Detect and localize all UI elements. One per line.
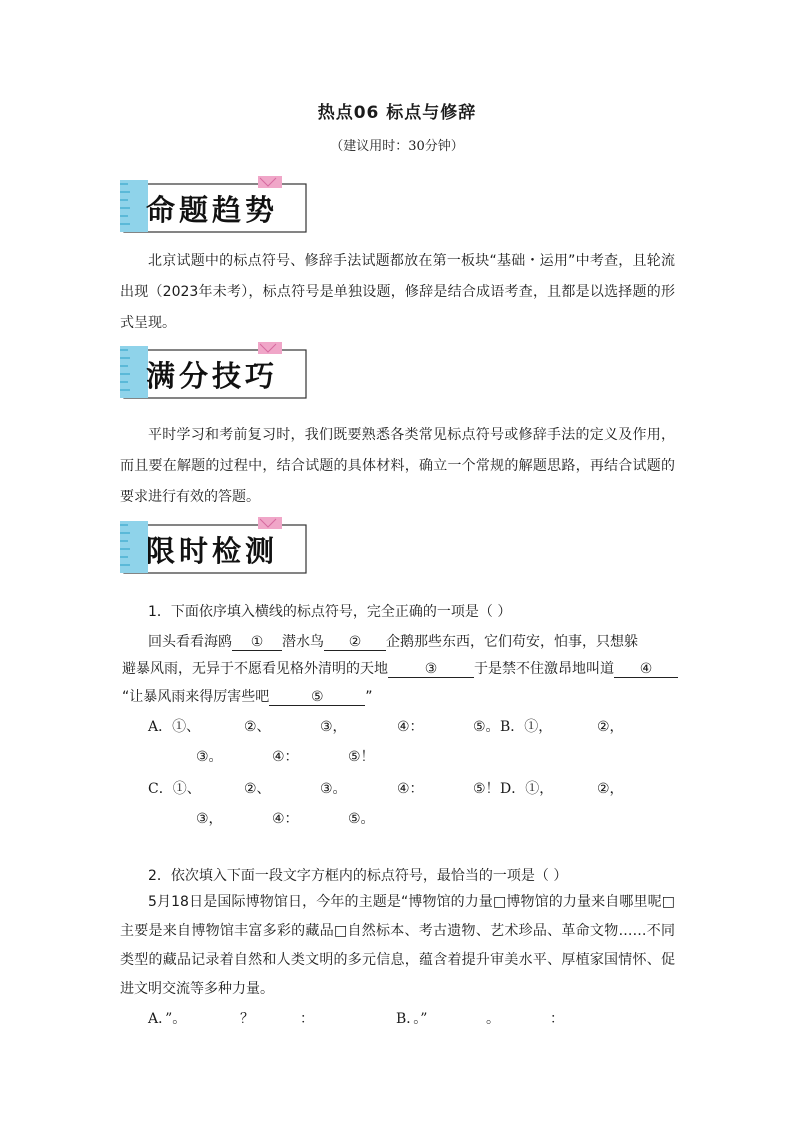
q1-text: 于是禁不住激昂地叫道 — [474, 661, 614, 677]
q1-blank-1[interactable]: ① — [232, 634, 282, 651]
q1-option-d-part: ⑤。 — [348, 811, 375, 827]
q2-option-b-part: 。 — [486, 1011, 500, 1027]
q2-option-b-part[interactable]: B．。” — [396, 1011, 428, 1027]
q1-option-a-part[interactable]: A．①、 — [148, 719, 201, 735]
q1-option-b-part: ②， — [597, 719, 624, 735]
trend-paragraph: 北京试题中的标点符号、修辞手法试题都放在第一板块“基础・运用”中考查，且轮流出现（2023年未考），标点符号是单独设题，修辞是结合成语考查，且都是以选择题的形式呈现。 — [120, 253, 675, 331]
q1-line-3 — [122, 686, 373, 706]
q1-option-a-part: ②、 — [244, 719, 271, 735]
q1-text: 回头看看海鸥 — [148, 634, 232, 650]
section-banner-trend — [118, 176, 313, 238]
q2-stem: 2．依次填入下面一段文字方框内的标点符号，最恰当的一项是（ ） — [148, 868, 568, 884]
q1-option-a-part: ⑤。 — [473, 719, 500, 735]
q1-option-b-part: ③。 — [196, 749, 223, 765]
q1-option-b-part: ⑤！ — [348, 749, 375, 765]
q2-option-b-part: ： — [550, 1011, 564, 1027]
q1-line-1 — [148, 631, 638, 651]
q1-option-b-part[interactable]: B．①， — [500, 719, 553, 735]
q1-option-d-part: ④： — [272, 811, 299, 827]
skill-paragraph: 平时学习和考前复习时，我们既要熟悉各类常见标点符号或修辞手法的定义及作用，而且要在解题的过程中，结合试题的具体材料，确立一个常规的解题思路，再结合试题的要求进行有效的答题。 — [120, 427, 675, 505]
page-subtitle: （建议用时：30分钟） — [330, 139, 464, 154]
q1-option-a-part: ③， — [320, 719, 347, 735]
q2-option-a-part[interactable]: A．”。 — [148, 1011, 187, 1027]
q1-blank-5[interactable]: ⑤ — [269, 689, 365, 706]
q1-option-d-part[interactable]: D．①， — [500, 781, 554, 797]
q1-line-2 — [122, 658, 678, 678]
q1-text: 潜水鸟 — [282, 634, 324, 650]
q1-option-b-part: ④： — [272, 749, 299, 765]
q1-blank-3[interactable]: ③ — [388, 661, 474, 678]
q1-option-d-part: ③， — [196, 811, 223, 827]
q1-option-c-part: ⑤！ — [473, 781, 500, 797]
q2-paragraph: 5月18日是国际博物馆日，今年的主题是“博物馆的力量□博物馆的力量来自哪里呢□主要是来自博物馆丰富多彩的藏品□自然标本、考古遗物、艺术珍品、革命文物……不同类型的藏品记录着自然和人类文明的多元信息，蕴含着提升审美水平、厚植家国情怀、促进文明交流等多种力量。 — [120, 894, 675, 997]
q1-option-a-part: ④： — [397, 719, 424, 735]
q1-stem: 1．下面依序填入横线的标点符号，完全正确的一项是（ ） — [148, 604, 512, 620]
q1-option-c-part: ④： — [397, 781, 424, 797]
q1-option-c-part: ②、 — [244, 781, 271, 797]
q1-text: “让暴风雨来得厉害些吧 — [122, 689, 270, 705]
section-label-test: 限时检测 — [146, 534, 279, 568]
q1-option-c-part: ③。 — [320, 781, 347, 797]
q1-blank-2[interactable]: ② — [324, 634, 386, 651]
q1-option-c-part[interactable]: C．①、 — [148, 781, 201, 797]
section-banner-test — [118, 517, 313, 579]
q1-text: 企鹅那些东西，它们苟安，怕事，只想躲 — [386, 634, 638, 650]
q1-text: 避暴风雨，无异于不愿看见格外清明的天地 — [122, 661, 388, 677]
page-title: 热点06 标点与修辞 — [317, 103, 477, 123]
q2-option-a-part: ： — [300, 1011, 314, 1027]
section-label-trend: 命题趋势 — [146, 193, 279, 227]
q2-option-a-part: ？ — [240, 1011, 254, 1027]
q1-text: ” — [365, 689, 373, 705]
q1-option-d-part: ②， — [597, 781, 624, 797]
section-banner-skill — [118, 342, 313, 404]
section-label-skill: 满分技巧 — [146, 359, 279, 393]
q1-blank-4[interactable]: ④ — [614, 661, 678, 678]
